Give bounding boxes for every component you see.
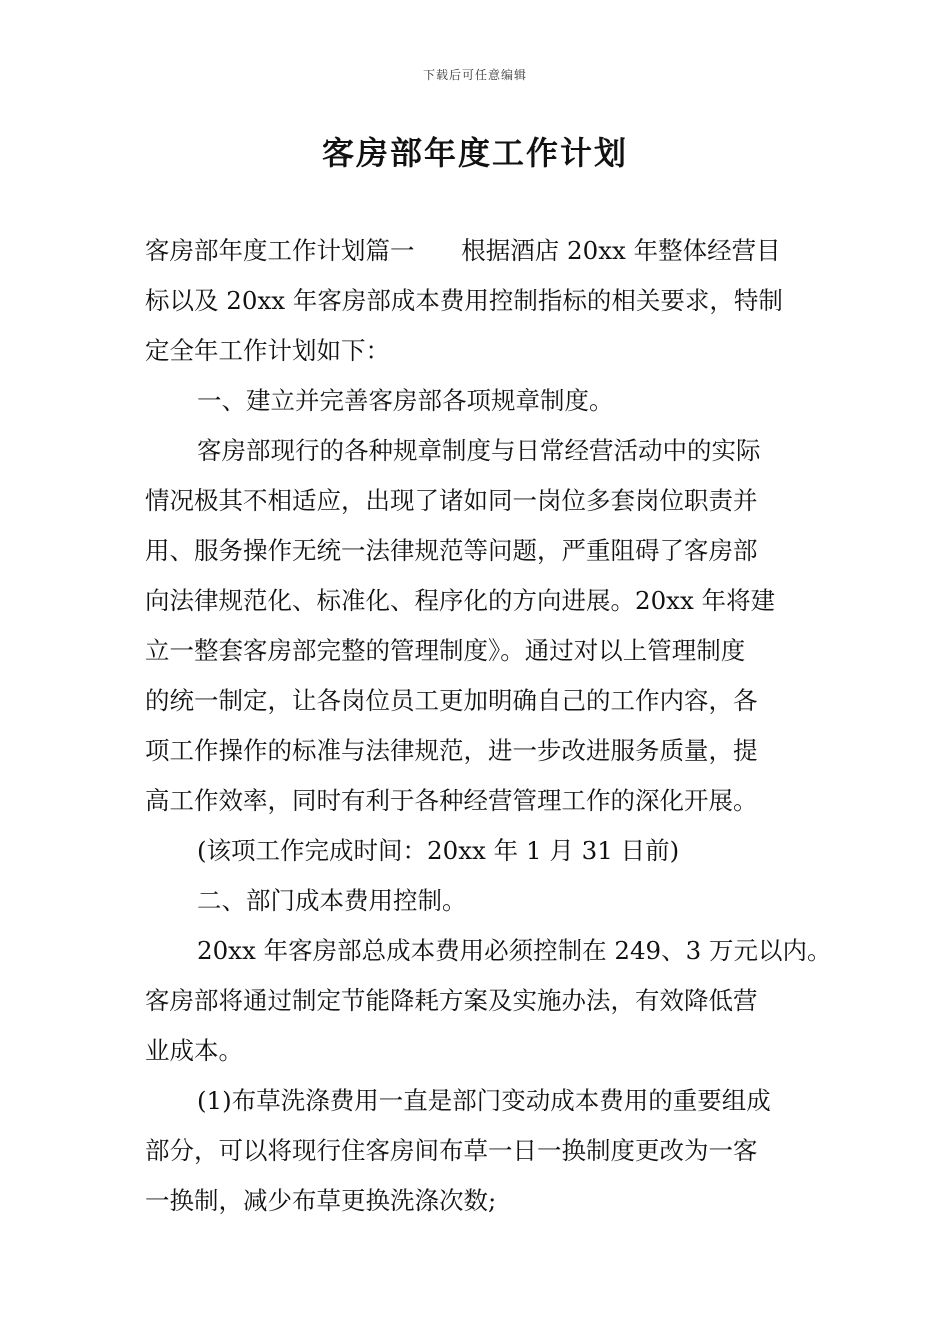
text-line: 客房部现行的各种规章制度与日常经营活动中的实际	[197, 436, 761, 465]
text-line: 客房部年度工作计划篇一 根据酒店 20xx 年整体经营目	[145, 236, 781, 265]
text-line: 标以及 20xx 年客房部成本费用控制指标的相关要求，特制	[145, 286, 783, 315]
text-line: 部分，可以将现行住客房间布草一日一换制度更改为一客	[145, 1136, 758, 1165]
text-line: 情况极其不相适应，出现了诸如同一岗位多套岗位职责并	[145, 486, 758, 515]
text-line: 用、服务操作无统一法律规范等问题，严重阻碍了客房部	[145, 536, 758, 565]
text-line: 项工作操作的标准与法律规范，进一步改进服务质量，提	[145, 736, 758, 765]
text-line: 一换制，减少布草更换洗涤次数;	[145, 1186, 497, 1215]
text-line: 业成本。	[145, 1036, 243, 1065]
document-body	[145, 226, 832, 1226]
text-line: 立一整套客房部完整的管理制度》。通过对以上管理制度	[145, 636, 746, 665]
text-line: 20xx 年客房部总成本费用必须控制在 249、3 万元以内。	[197, 936, 832, 965]
document-title: 客房部年度工作计划	[321, 134, 628, 172]
text-line: 的统一制定，让各岗位员工更加明确自己的工作内容，各	[145, 686, 758, 715]
header-note: 下载后可任意编辑	[422, 68, 527, 82]
text-line: (1)布草洗涤费用一直是部门变动成本费用的重要组成	[197, 1086, 771, 1115]
text-line: (该项工作完成时间：20xx 年 1 月 31 日前)	[197, 836, 680, 865]
text-line: 二、部门成本费用控制。	[197, 886, 467, 915]
text-line: 一、建立并完善客房部各项规章制度。	[197, 386, 614, 415]
text-line: 定全年工作计划如下：	[145, 336, 390, 365]
text-line: 客房部将通过制定节能降耗方案及实施办法，有效降低营	[145, 986, 758, 1015]
text-line: 高工作效率，同时有利于各种经营管理工作的深化开展。	[145, 786, 758, 815]
text-line: 向法律规范化、标准化、程序化的方向进展。20xx 年将建	[145, 586, 776, 615]
